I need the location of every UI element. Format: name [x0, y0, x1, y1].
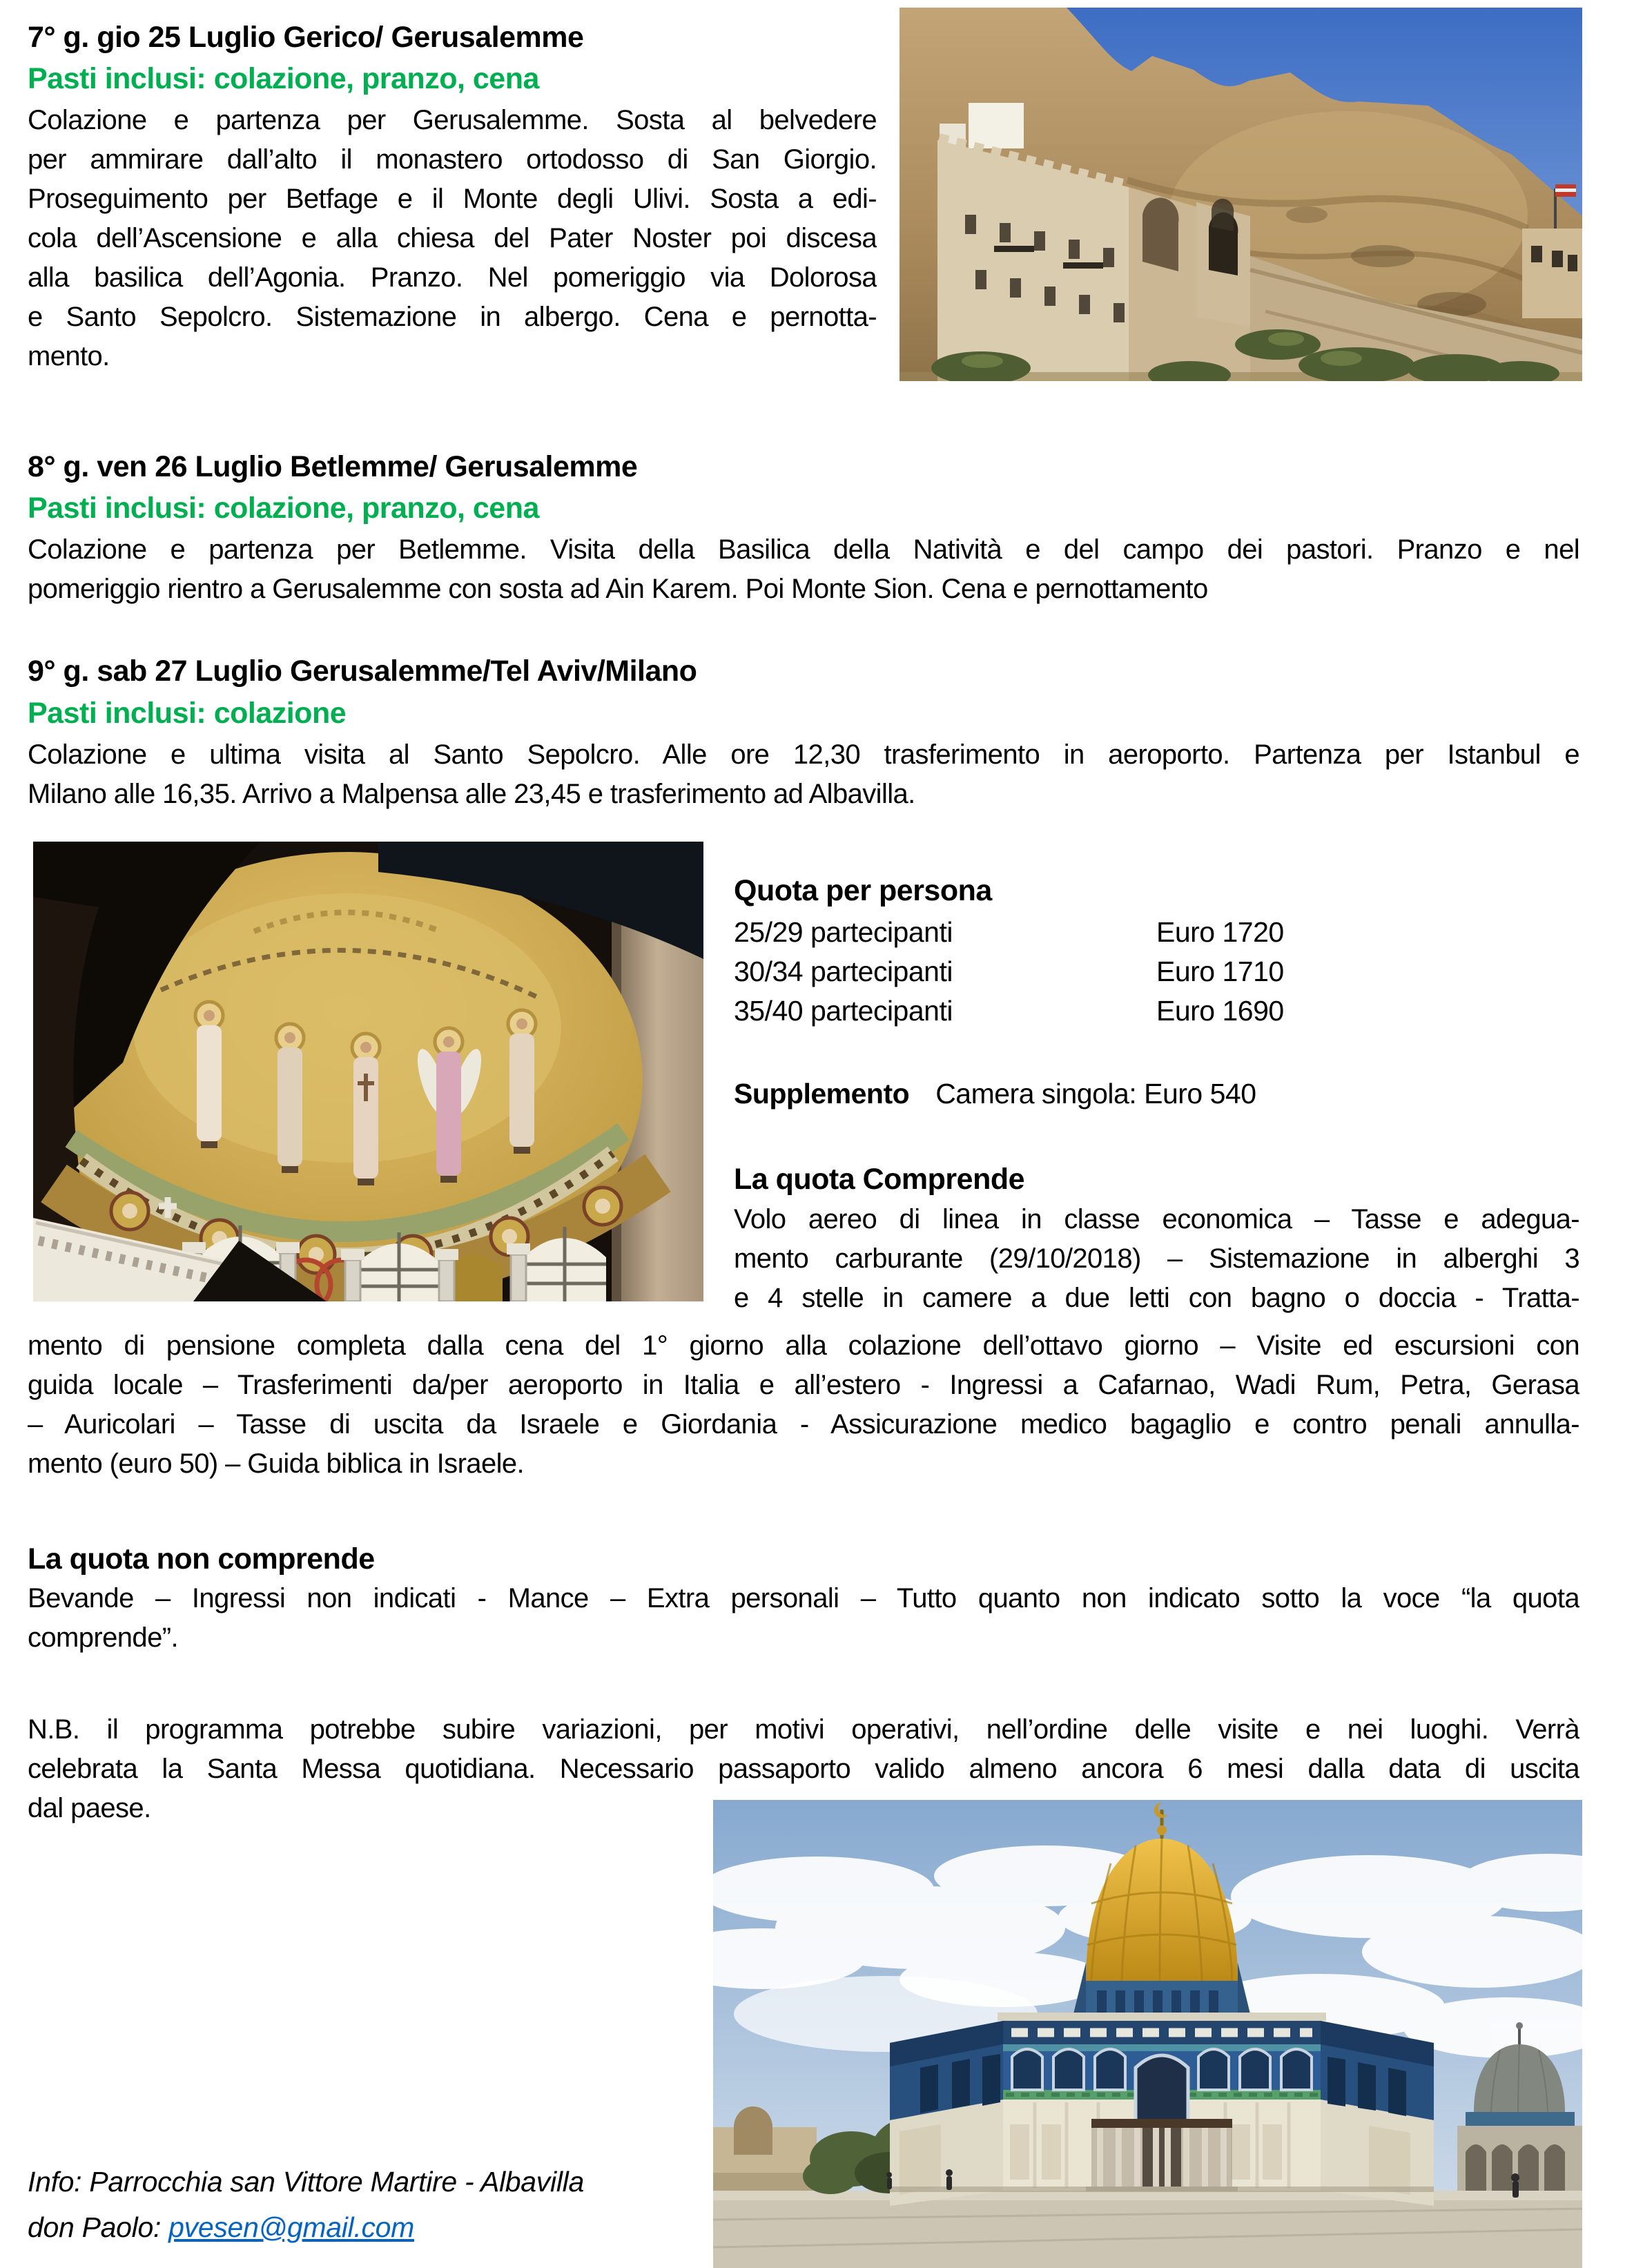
text-line: comprende”.	[28, 1622, 178, 1653]
text-line: – Auricolari – Tasse di uscita da Israele e Giordania - Assicurazione medico bagaglio e contro penali annulla-	[28, 1409, 1579, 1440]
excludes-paragraph	[28, 1579, 1579, 1658]
day8-paragraph	[28, 530, 1579, 609]
pricing-row-price: Euro 1720	[1156, 916, 1284, 948]
day7-meals-line: Pasti inclusi: colazione, pranzo, cena	[28, 62, 539, 95]
text-line: Bevande – Ingressi non indicati - Mance – Extra personali – Tutto quanto non indicato sotto la voce “la quota	[28, 1583, 1579, 1613]
supplement-value: Camera singola: Euro 540	[935, 1078, 1256, 1109]
pricing-row-label: 30/34 partecipanti	[734, 956, 953, 987]
footer-contact-label: don Paolo:	[28, 2211, 169, 2243]
text-line: pomeriggio rientro a Gerusalemme con sosta ad Ain Karem. Poi Monte Sion. Cena e pernottamento	[28, 574, 1208, 604]
day7-paragraph	[28, 101, 877, 376]
text-line: Colazione e ultima visita al Santo Sepolcro. Alle ore 12,30 trasferimento in aeroporto. Partenza per Istanbul e	[28, 739, 1579, 770]
dome-of-the-rock-art	[713, 1800, 1582, 2268]
text-line: Colazione e partenza per Betlemme. Visita della Basilica della Natività e del campo dei pastori. Pranzo e nel	[28, 534, 1579, 565]
supplement-label: Supplemento	[734, 1078, 910, 1109]
footer-contact-line	[28, 2207, 414, 2248]
day8-meals-line: Pasti inclusi: colazione, pranzo, cena	[28, 492, 539, 525]
includes-paragraph-column	[734, 1200, 1579, 1318]
text-line: mento (euro 50) – Guida biblica in Israele.	[28, 1448, 525, 1479]
monastery-photo-art	[899, 8, 1582, 381]
pricing-row	[734, 952, 1579, 991]
pricing-row-price: Euro 1690	[1156, 995, 1284, 1027]
text-line: e 4 stelle in camere a due letti con bagno o doccia - Tratta-	[734, 1283, 1579, 1313]
day8-heading: 8° g. ven 26 Luglio Betlemme/ Gerusalemme	[28, 450, 638, 483]
day9-meals-line: Pasti inclusi: colazione	[28, 697, 347, 730]
dome-of-the-rock-photo	[713, 1800, 1582, 2268]
text-line: N.B. il programma potrebbe subire variazioni, per motivi operativi, nell’ordine delle visite e nei luoghi. Verrà	[28, 1714, 1579, 1745]
text-line: alla basilica dell’Agonia. Pranzo. Nel pomeriggio via Dolorosa	[28, 262, 877, 293]
text-line: cola dell’Ascensione e alla chiesa del Pater Noster poi discesa	[28, 223, 877, 253]
text-line: per ammirare dall’alto il monastero ortodosso di San Giorgio.	[28, 144, 877, 175]
text-line: Milano alle 16,35. Arrivo a Malpensa alle 23,45 e trasferimento ad Albavilla.	[28, 779, 915, 809]
text-line: Colazione e partenza per Gerusalemme. Sosta al belvedere	[28, 105, 877, 135]
email-link[interactable]: pvesen@gmail.com	[168, 2211, 415, 2243]
monastery-photo	[899, 8, 1582, 381]
text-line: e Santo Sepolcro. Sistemazione in albergo. Cena e pernotta-	[28, 302, 877, 332]
pricing-row	[734, 991, 1579, 1031]
text-line: mento di pensione completa dalla cena del 1° giorno alla colazione dell’ottavo giorno – Visite ed escursioni con	[28, 1330, 1579, 1361]
text-line: Proseguimento per Betfage e il Monte degli Ulivi. Sosta a edi-	[28, 184, 877, 214]
excludes-title: La quota non comprende	[28, 1542, 375, 1576]
includes-title: La quota Comprende	[734, 1163, 1025, 1196]
day9-paragraph	[28, 735, 1579, 814]
pricing-row-label: 35/40 partecipanti	[734, 995, 953, 1027]
supplement-line	[734, 1074, 1256, 1114]
text-line: mento carburante (29/10/2018) – Sistemazione in alberghi 3	[734, 1243, 1579, 1274]
pricing-row-label: 25/29 partecipanti	[734, 916, 953, 948]
day9-heading: 9° g. sab 27 Luglio Gerusalemme/Tel Aviv/Milano	[28, 655, 697, 688]
text-line: dal paese.	[28, 1793, 151, 1823]
pricing-table	[734, 913, 1579, 1031]
text-line: celebrata la Santa Messa quotidiana. Necessario passaporto valido almeno ancora 6 mesi dalla data di uscita	[28, 1754, 1579, 1784]
dome-photo-art	[33, 842, 703, 1301]
holy-sepulchre-dome-photo	[33, 842, 703, 1301]
pricing-row	[734, 913, 1579, 952]
pricing-row-price: Euro 1710	[1156, 956, 1284, 987]
pricing-title: Quota per persona	[734, 874, 992, 907]
footer-info-line: Info: Parrocchia san Vittore Martire - Albavilla	[28, 2166, 584, 2198]
text-line: guida locale – Trasferimenti da/per aeroporto in Italia e all’estero - Ingressi a Cafarnao, Wadi Rum, Petra, Gerasa	[28, 1370, 1579, 1400]
text-line: mento.	[28, 341, 110, 371]
text-line: Volo aereo di linea in classe economica – Tasse e adegua-	[734, 1204, 1579, 1234]
day7-heading: 7° g. gio 25 Luglio Gerico/ Gerusalemme	[28, 21, 584, 54]
includes-paragraph-full	[28, 1326, 1579, 1484]
